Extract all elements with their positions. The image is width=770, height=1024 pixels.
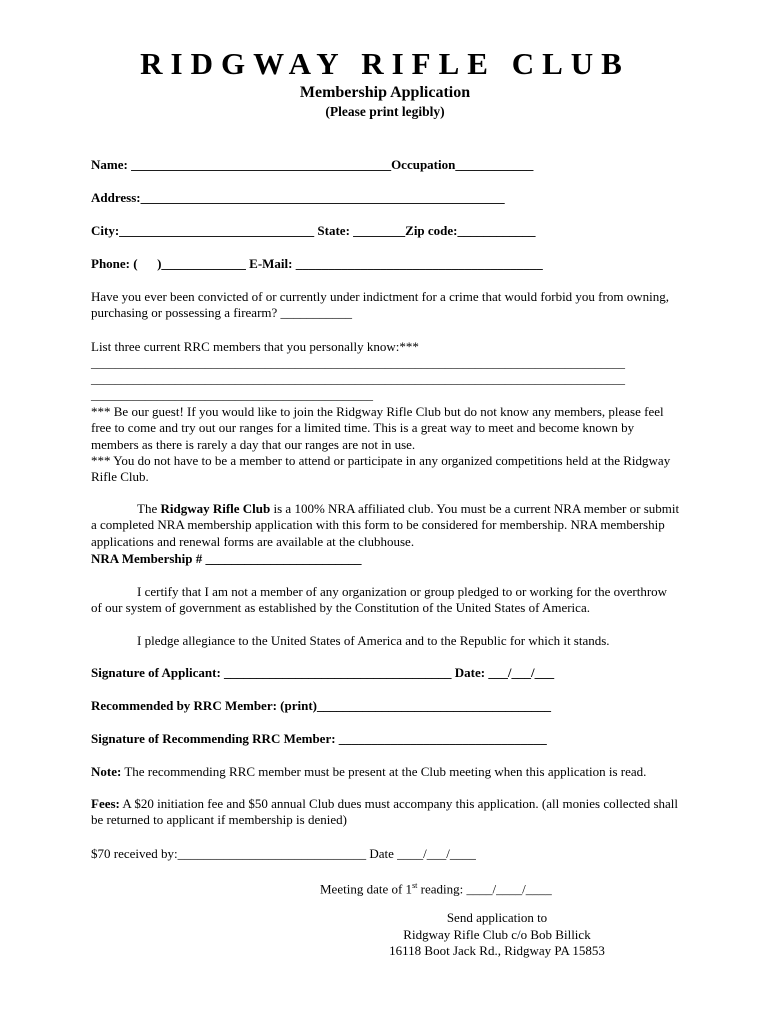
print-instruction: (Please print legibly) (325, 104, 445, 119)
received-by-field[interactable]: $70 received by:_____________________________ Date ____/___/____ (91, 846, 476, 861)
send-to-line-1: Send application to (446, 910, 548, 925)
pledge-statement (91, 633, 681, 649)
recommending-signature-field[interactable]: Signature of Recommending RRC Member: ________________________________ (91, 731, 547, 746)
club-name: Ridgway Rifle Club (160, 501, 271, 516)
city-state-zip-field[interactable]: City:______________________________ State: ________Zip code:____________ (91, 223, 536, 238)
recommending-note (91, 764, 681, 780)
nra-text-pre: The (137, 501, 161, 516)
competitions-note: *** You do not have to be a member to attend or participate in any organized competitions held at the Ridgway Rifle Club. (91, 453, 671, 485)
nra-membership-field[interactable]: NRA Membership # ________________________ (91, 551, 362, 566)
send-to-line-2: Ridgway Rifle Club c/o Bob Billick (403, 927, 591, 942)
send-to-line-3: 16118 Boot Jack Rd., Ridgway PA 15853 (389, 943, 605, 958)
phone-email-field[interactable]: Phone: ( )_____________ E-Mail: ______________________________________ (91, 256, 543, 271)
member-line-3[interactable]: _______________________________________________ (91, 388, 373, 402)
form-subtitle: Membership Application (299, 84, 471, 101)
nra-paragraph (91, 501, 681, 550)
address-field[interactable]: Address:________________________________________________________ (91, 190, 505, 205)
conviction-question[interactable]: Have you ever been convicted of or currently under indictment for a crime that would forbid you from owning, purchasing or possessing a firearm? ___________ (91, 289, 669, 321)
fees-note (91, 796, 681, 829)
meeting-date-field[interactable] (320, 878, 552, 897)
members-list-prompt: List three current RRC members that you personally know:*** (91, 339, 419, 354)
recommended-by-field[interactable]: Recommended by RRC Member: (print)____________________________________ (91, 698, 552, 713)
meeting-text-post: reading: ____/____/____ (417, 881, 552, 897)
member-line-2[interactable]: _________________________________________________________________________________________ (91, 372, 625, 386)
certify-statement (91, 584, 681, 617)
note-text: The recommending RRC member must be present at the Club meeting when this application is read. (121, 764, 647, 779)
guest-note: *** Be our guest! If you would like to join the Ridgway Rifle Club but do not know any members, please feel free to come and try out our ranges for a limited time. This is a great way to meet and become known by members as there is rarely a day that our ranges are not in use. (91, 404, 664, 452)
pledge-text: I pledge allegiance to the United States of America and to the Republic for which it stands. (137, 633, 610, 648)
meeting-text-sup: st (412, 881, 418, 890)
member-line-1[interactable]: _________________________________________________________________________________________ (91, 356, 625, 370)
note-label: Note: (91, 764, 122, 779)
fees-label: Fees: (91, 796, 120, 811)
nra-text-post: is a 100% NRA affiliated club. You must be a current NRA member or submit a completed NRA membership application with this form to be considered for membership. NRA membership applications and renewal forms are available at the clubhouse. (91, 501, 680, 549)
certify-text: I certify that I am not a member of any organization or group pledged to or working for the overthrow of our system of government as established by the Constitution of the United States of America. (91, 584, 668, 616)
page-title: RIDGWAY RIFLE CLUB (140, 46, 630, 81)
applicant-signature-field[interactable]: Signature of Applicant: ___________________________________ Date: ___/___/___ (91, 665, 555, 680)
fees-text: A $20 initiation fee and $50 annual Club dues must accompany this application. (all monies collected shall be returned to applicant if membership is denied) (91, 796, 679, 828)
name-occupation-field[interactable]: Name: ________________________________________Occupation____________ (91, 157, 534, 172)
meeting-text-pre: Meeting date of 1 (320, 881, 413, 897)
